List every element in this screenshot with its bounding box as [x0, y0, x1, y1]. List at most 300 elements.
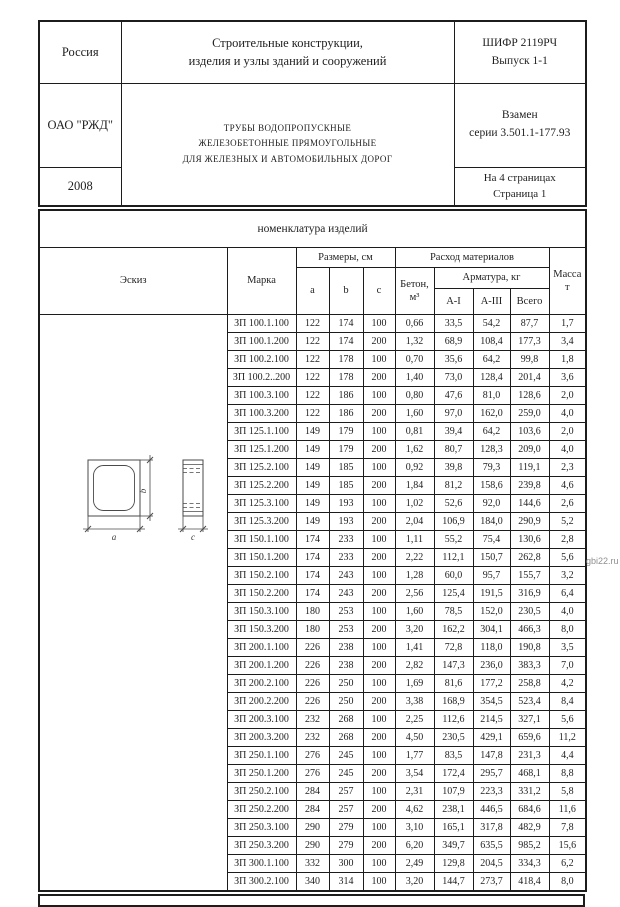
cell-concrete: 4,62: [395, 801, 434, 819]
col-header-dim-b: b: [329, 268, 363, 315]
cell-mass: 3,6: [549, 369, 586, 387]
cell-mark: ЗП 125.3.200: [227, 513, 296, 531]
cell-dim-c: 200: [363, 657, 395, 675]
cell-mark: ЗП 200.2.100: [227, 675, 296, 693]
cell-dim-b: 186: [329, 387, 363, 405]
col-header-concrete-line1: Бетон,: [400, 278, 429, 290]
cell-rebar-total: 290,9: [510, 513, 549, 531]
cell-rebar-aiii: 162,0: [473, 405, 510, 423]
cell-mark: ЗП 200.2.200: [227, 693, 296, 711]
cell-mass: 4,0: [549, 603, 586, 621]
cell-dim-a: 284: [296, 801, 329, 819]
cell-mark: ЗП 150.2.100: [227, 567, 296, 585]
cell-concrete: 1,02: [395, 495, 434, 513]
cell-rebar-ai: 106,9: [434, 513, 473, 531]
cell-rebar-total: 201,4: [510, 369, 549, 387]
cell-concrete: 0,66: [395, 315, 434, 333]
cell-mark: ЗП 150.2.200: [227, 585, 296, 603]
cell-dim-c: 100: [363, 873, 395, 892]
cell-dim-b: 250: [329, 693, 363, 711]
cell-mark: ЗП 300.1.100: [227, 855, 296, 873]
cell-dim-b: 314: [329, 873, 363, 892]
cell-mass: 8,4: [549, 693, 586, 711]
cell-rebar-aiii: 191,5: [473, 585, 510, 603]
watermark-text: gbi22.ru: [586, 556, 619, 566]
cell-dim-a: 149: [296, 423, 329, 441]
series-code-line2: Выпуск 1-1: [491, 55, 548, 68]
document-title: [121, 83, 454, 206]
cell-concrete: 1,40: [395, 369, 434, 387]
cell-concrete: 1,62: [395, 441, 434, 459]
cell-dim-a: 180: [296, 621, 329, 639]
cell-rebar-ai: 39,8: [434, 459, 473, 477]
cell-dim-a: 174: [296, 549, 329, 567]
cell-dim-b: 250: [329, 675, 363, 693]
cell-dim-c: 200: [363, 765, 395, 783]
cell-dim-c: 100: [363, 315, 395, 333]
cell-rebar-total: 258,8: [510, 675, 549, 693]
cell-mass: 11,6: [549, 801, 586, 819]
cell-rebar-aiii: 95,7: [473, 567, 510, 585]
cell-mark: ЗП 200.3.200: [227, 729, 296, 747]
cell-rebar-aiii: 446,5: [473, 801, 510, 819]
cell-dim-b: 245: [329, 765, 363, 783]
cell-rebar-aiii: 354,5: [473, 693, 510, 711]
series-code-line1: ШИФР 2119РЧ: [482, 36, 558, 49]
cell-mark: ЗП 100.3.100: [227, 387, 296, 405]
cell-rebar-aiii: 158,6: [473, 477, 510, 495]
cell-mark: ЗП 125.1.200: [227, 441, 296, 459]
cell-mass: 2,3: [549, 459, 586, 477]
cell-dim-c: 100: [363, 387, 395, 405]
series-code: [454, 21, 586, 83]
cell-mass: 5,6: [549, 549, 586, 567]
col-header-rebar-ai: A-I: [434, 289, 473, 315]
cell-mark: ЗП 250.2.100: [227, 783, 296, 801]
cell-dim-b: 300: [329, 855, 363, 873]
replaces-line2: серии 3.501.1-177.93: [469, 127, 571, 139]
cell-dim-b: 238: [329, 657, 363, 675]
cell-dim-c: 200: [363, 549, 395, 567]
cell-dim-a: 180: [296, 603, 329, 621]
cell-rebar-ai: 81,2: [434, 477, 473, 495]
cell-mass: 8,0: [549, 621, 586, 639]
cell-mass: 3,4: [549, 333, 586, 351]
cell-mark: ЗП 200.1.200: [227, 657, 296, 675]
cell-mark: ЗП 250.3.100: [227, 819, 296, 837]
cell-rebar-aiii: 204,5: [473, 855, 510, 873]
cell-dim-b: 179: [329, 441, 363, 459]
page-count: [454, 167, 586, 206]
cell-mark: ЗП 125.2.200: [227, 477, 296, 495]
cell-rebar-total: 177,3: [510, 333, 549, 351]
cell-rebar-ai: 68,9: [434, 333, 473, 351]
cell-rebar-ai: 112,6: [434, 711, 473, 729]
cell-dim-c: 200: [363, 837, 395, 855]
cell-dim-a: 340: [296, 873, 329, 892]
col-header-rebar-aiii: A-III: [473, 289, 510, 315]
cell-mark: ЗП 100.3.200: [227, 405, 296, 423]
cell-rebar-ai: 125,4: [434, 585, 473, 603]
cell-concrete: 1,60: [395, 405, 434, 423]
cell-dim-b: 245: [329, 747, 363, 765]
cell-dim-b: 174: [329, 315, 363, 333]
cell-rebar-total: 985,2: [510, 837, 549, 855]
document-title-line2: ЖЕЛЕЗОБЕТОННЫЕ ПРЯМОУГОЛЬНЫЕ: [198, 138, 377, 149]
cell-rebar-ai: 162,2: [434, 621, 473, 639]
cell-concrete: 1,69: [395, 675, 434, 693]
cell-rebar-total: 418,4: [510, 873, 549, 892]
cell-dim-b: 257: [329, 801, 363, 819]
cell-dim-c: 100: [363, 747, 395, 765]
cell-rebar-ai: 81,6: [434, 675, 473, 693]
nomenclature-table: [38, 209, 587, 892]
cell-rebar-aiii: 635,5: [473, 837, 510, 855]
cell-rebar-ai: 60,0: [434, 567, 473, 585]
cell-concrete: 6,20: [395, 837, 434, 855]
cell-rebar-ai: 112,1: [434, 549, 473, 567]
cell-mark: ЗП 250.1.200: [227, 765, 296, 783]
cell-rebar-ai: 72,8: [434, 639, 473, 657]
cell-mass: 8,8: [549, 765, 586, 783]
cell-dim-c: 100: [363, 711, 395, 729]
cell-dim-c: 200: [363, 693, 395, 711]
col-header-concrete: [395, 268, 434, 315]
cell-dim-a: 290: [296, 819, 329, 837]
cell-concrete: 2,82: [395, 657, 434, 675]
sketch-label-b: b: [138, 488, 148, 494]
cell-mark: ЗП 100.2.100: [227, 351, 296, 369]
cell-rebar-total: 144,6: [510, 495, 549, 513]
cell-mark: ЗП 150.1.200: [227, 549, 296, 567]
cell-concrete: 3,10: [395, 819, 434, 837]
cell-dim-c: 100: [363, 531, 395, 549]
cell-mark: ЗП 125.1.100: [227, 423, 296, 441]
cell-dim-c: 200: [363, 513, 395, 531]
cell-rebar-ai: 144,7: [434, 873, 473, 892]
cell-rebar-aiii: 81,0: [473, 387, 510, 405]
cell-mark: ЗП 100.1.100: [227, 315, 296, 333]
cell-dim-b: 243: [329, 585, 363, 603]
cell-mass: 11,2: [549, 729, 586, 747]
cell-rebar-aiii: 304,1: [473, 621, 510, 639]
cell-dim-c: 100: [363, 639, 395, 657]
cell-rebar-total: 155,7: [510, 567, 549, 585]
cell-dim-c: 200: [363, 801, 395, 819]
cell-dim-b: 279: [329, 819, 363, 837]
document-title-line3: ДЛЯ ЖЕЛЕЗНЫХ И АВТОМОБИЛЬНЫХ ДОРОГ: [182, 154, 393, 165]
cell-mass: 4,0: [549, 441, 586, 459]
cell-rebar-ai: 39,4: [434, 423, 473, 441]
cell-rebar-total: 523,4: [510, 693, 549, 711]
cell-mass: 5,6: [549, 711, 586, 729]
cell-mass: 3,5: [549, 639, 586, 657]
cell-mass: 4,0: [549, 405, 586, 423]
cell-rebar-aiii: 150,7: [473, 549, 510, 567]
cell-dim-c: 100: [363, 567, 395, 585]
cell-dim-a: 332: [296, 855, 329, 873]
cell-dim-b: 185: [329, 459, 363, 477]
sketch-label-c: c: [191, 532, 195, 542]
cell-rebar-ai: 147,3: [434, 657, 473, 675]
cell-rebar-total: 331,2: [510, 783, 549, 801]
cell-concrete: 2,56: [395, 585, 434, 603]
cell-dim-c: 100: [363, 675, 395, 693]
section-title: номенклатура изделий: [39, 210, 586, 248]
cell-concrete: 4,50: [395, 729, 434, 747]
cell-dim-a: 122: [296, 369, 329, 387]
cell-mark: ЗП 250.2.200: [227, 801, 296, 819]
col-header-sketch: Эскиз: [39, 248, 227, 315]
sketch-front-outline: [88, 460, 140, 516]
col-header-dim-c: c: [363, 268, 395, 315]
cell-rebar-ai: 129,8: [434, 855, 473, 873]
cell-rebar-total: 87,7: [510, 315, 549, 333]
col-header-mass: [549, 248, 586, 315]
col-header-concrete-line2: м³: [409, 292, 420, 303]
cell-rebar-total: 231,3: [510, 747, 549, 765]
country-label: Россия: [39, 21, 121, 83]
cell-rebar-ai: 80,7: [434, 441, 473, 459]
cell-rebar-aiii: 273,7: [473, 873, 510, 892]
cell-dim-a: 226: [296, 639, 329, 657]
cell-rebar-total: 466,3: [510, 621, 549, 639]
cell-concrete: 0,81: [395, 423, 434, 441]
table-body: [39, 315, 586, 892]
page-count-line2: Страница 1: [493, 188, 547, 201]
cell-rebar-aiii: 152,0: [473, 603, 510, 621]
cell-rebar-ai: 97,0: [434, 405, 473, 423]
cell-rebar-ai: 52,6: [434, 495, 473, 513]
cell-rebar-total: 239,8: [510, 477, 549, 495]
cell-dim-a: 149: [296, 459, 329, 477]
cell-dim-a: 174: [296, 567, 329, 585]
col-header-rebar-total: Всего: [510, 289, 549, 315]
cell-rebar-ai: 168,9: [434, 693, 473, 711]
cell-rebar-aiii: 214,5: [473, 711, 510, 729]
cell-dim-b: 253: [329, 621, 363, 639]
cell-dim-c: 200: [363, 333, 395, 351]
cell-mass: 5,2: [549, 513, 586, 531]
cell-rebar-ai: 349,7: [434, 837, 473, 855]
col-header-dim-a: a: [296, 268, 329, 315]
cell-rebar-total: 684,6: [510, 801, 549, 819]
cell-dim-c: 100: [363, 783, 395, 801]
cell-dim-a: 290: [296, 837, 329, 855]
cell-dim-a: 149: [296, 513, 329, 531]
cell-dim-b: 233: [329, 531, 363, 549]
table-row: [39, 315, 586, 333]
cell-rebar-ai: 73,0: [434, 369, 473, 387]
cell-dim-a: 122: [296, 405, 329, 423]
cell-mass: 6,2: [549, 855, 586, 873]
cell-rebar-total: 99,8: [510, 351, 549, 369]
col-group-rebar: Арматура, кг: [434, 268, 549, 289]
cell-rebar-aiii: 295,7: [473, 765, 510, 783]
cell-rebar-ai: 33,5: [434, 315, 473, 333]
cell-mark: ЗП 250.1.100: [227, 747, 296, 765]
cell-concrete: 3,38: [395, 693, 434, 711]
cell-mark: ЗП 200.1.100: [227, 639, 296, 657]
cell-concrete: 1,60: [395, 603, 434, 621]
cell-dim-b: 268: [329, 729, 363, 747]
cell-mass: 15,6: [549, 837, 586, 855]
cell-dim-a: 149: [296, 477, 329, 495]
cell-rebar-aiii: 128,4: [473, 369, 510, 387]
cell-dim-b: 193: [329, 513, 363, 531]
cell-mark: ЗП 150.1.100: [227, 531, 296, 549]
cell-rebar-total: 468,1: [510, 765, 549, 783]
cell-concrete: 2,25: [395, 711, 434, 729]
cell-dim-b: 178: [329, 351, 363, 369]
cell-rebar-ai: 47,6: [434, 387, 473, 405]
cell-rebar-total: 209,0: [510, 441, 549, 459]
cell-rebar-ai: 83,5: [434, 747, 473, 765]
cell-dim-b: 279: [329, 837, 363, 855]
cell-dim-b: 233: [329, 549, 363, 567]
cell-mark: ЗП 250.3.200: [227, 837, 296, 855]
cell-dim-a: 232: [296, 711, 329, 729]
cell-dim-c: 100: [363, 603, 395, 621]
cell-dim-a: 174: [296, 585, 329, 603]
cell-mass: 8,0: [549, 873, 586, 892]
cell-dim-a: 122: [296, 387, 329, 405]
cell-dim-b: 268: [329, 711, 363, 729]
cell-mark: ЗП 150.3.200: [227, 621, 296, 639]
col-group-dimensions: Размеры, см: [296, 248, 395, 268]
cell-rebar-ai: 230,5: [434, 729, 473, 747]
col-header-mass-line2: т: [565, 282, 570, 293]
cell-dim-c: 100: [363, 495, 395, 513]
cell-rebar-ai: 35,6: [434, 351, 473, 369]
cell-dim-a: 226: [296, 657, 329, 675]
cell-rebar-aiii: 177,2: [473, 675, 510, 693]
cell-dim-c: 200: [363, 369, 395, 387]
cell-dim-b: 185: [329, 477, 363, 495]
cell-dim-a: 122: [296, 333, 329, 351]
col-header-mark: Марка: [227, 248, 296, 315]
cell-rebar-aiii: 108,4: [473, 333, 510, 351]
cell-concrete: 3,20: [395, 873, 434, 892]
cell-mark: ЗП 100.2..200: [227, 369, 296, 387]
sketch-label-a: a: [111, 532, 117, 542]
cell-dim-c: 200: [363, 729, 395, 747]
cell-dim-a: 284: [296, 783, 329, 801]
cell-rebar-total: 103,6: [510, 423, 549, 441]
cell-rebar-aiii: 64,2: [473, 351, 510, 369]
cell-concrete: 1,11: [395, 531, 434, 549]
document-frame: [38, 20, 585, 907]
cell-rebar-aiii: 92,0: [473, 495, 510, 513]
cell-rebar-total: 659,6: [510, 729, 549, 747]
cell-rebar-aiii: 223,3: [473, 783, 510, 801]
cell-rebar-total: 262,8: [510, 549, 549, 567]
cell-rebar-aiii: 118,0: [473, 639, 510, 657]
cell-mark: ЗП 150.3.100: [227, 603, 296, 621]
cell-dim-c: 200: [363, 621, 395, 639]
cell-rebar-ai: 78,5: [434, 603, 473, 621]
cell-mark: ЗП 100.1.200: [227, 333, 296, 351]
cell-dim-b: 178: [329, 369, 363, 387]
cell-rebar-aiii: 236,0: [473, 657, 510, 675]
cell-rebar-total: 316,9: [510, 585, 549, 603]
replaces-line1: Взамен: [501, 109, 538, 122]
cell-dim-c: 100: [363, 423, 395, 441]
cell-rebar-total: 230,5: [510, 603, 549, 621]
cell-mass: 2,6: [549, 495, 586, 513]
cell-rebar-total: 327,1: [510, 711, 549, 729]
cell-mass: 4,4: [549, 747, 586, 765]
classification-title: [121, 21, 454, 83]
cell-mark: ЗП 125.2.100: [227, 459, 296, 477]
cell-rebar-total: 383,3: [510, 657, 549, 675]
cell-rebar-ai: 165,1: [434, 819, 473, 837]
cell-dim-c: 100: [363, 819, 395, 837]
cell-dim-a: 122: [296, 315, 329, 333]
cell-dim-c: 200: [363, 405, 395, 423]
cell-rebar-total: 259,0: [510, 405, 549, 423]
sketch-cell: [39, 315, 227, 892]
cell-mass: 1,8: [549, 351, 586, 369]
cell-rebar-total: 482,9: [510, 819, 549, 837]
cell-dim-a: 226: [296, 693, 329, 711]
col-group-materials: Расход материалов: [395, 248, 549, 268]
cell-rebar-aiii: 317,8: [473, 819, 510, 837]
cell-rebar-total: 119,1: [510, 459, 549, 477]
cell-concrete: 3,54: [395, 765, 434, 783]
cell-dim-b: 253: [329, 603, 363, 621]
product-sketch: [79, 451, 227, 546]
cell-concrete: 0,92: [395, 459, 434, 477]
classification-line2: изделия и узлы зданий и сооружений: [188, 54, 387, 69]
cell-concrete: 1,28: [395, 567, 434, 585]
cell-dim-a: 232: [296, 729, 329, 747]
cell-rebar-ai: 107,9: [434, 783, 473, 801]
document-title-line1: ТРУБЫ ВОДОПРОПУСКНЫЕ: [223, 122, 352, 133]
cell-mass: 1,7: [549, 315, 586, 333]
cell-mass: 2,0: [549, 423, 586, 441]
sketch-front-opening: [94, 466, 135, 511]
cell-rebar-aiii: 184,0: [473, 513, 510, 531]
cell-concrete: 1,84: [395, 477, 434, 495]
cell-rebar-ai: 172,4: [434, 765, 473, 783]
cell-dim-a: 149: [296, 495, 329, 513]
replaces-note: [454, 83, 586, 167]
cell-rebar-aiii: 429,1: [473, 729, 510, 747]
cell-concrete: 2,04: [395, 513, 434, 531]
cell-mass: 2,8: [549, 531, 586, 549]
cell-dim-c: 200: [363, 441, 395, 459]
cell-dim-c: 200: [363, 585, 395, 603]
cell-concrete: 0,80: [395, 387, 434, 405]
cell-mass: 7,0: [549, 657, 586, 675]
cell-rebar-total: 128,6: [510, 387, 549, 405]
cell-mass: 7,8: [549, 819, 586, 837]
cell-concrete: 1,41: [395, 639, 434, 657]
cell-rebar-aiii: 128,3: [473, 441, 510, 459]
cell-concrete: 3,20: [395, 621, 434, 639]
cell-dim-b: 193: [329, 495, 363, 513]
cell-dim-c: 200: [363, 477, 395, 495]
cell-dim-b: 238: [329, 639, 363, 657]
cell-rebar-aiii: 64,2: [473, 423, 510, 441]
organization-label: ОАО "РЖД": [39, 83, 121, 167]
cell-rebar-aiii: 54,2: [473, 315, 510, 333]
cell-dim-b: 174: [329, 333, 363, 351]
cell-concrete: 1,77: [395, 747, 434, 765]
cell-concrete: 2,31: [395, 783, 434, 801]
cell-mass: 6,4: [549, 585, 586, 603]
